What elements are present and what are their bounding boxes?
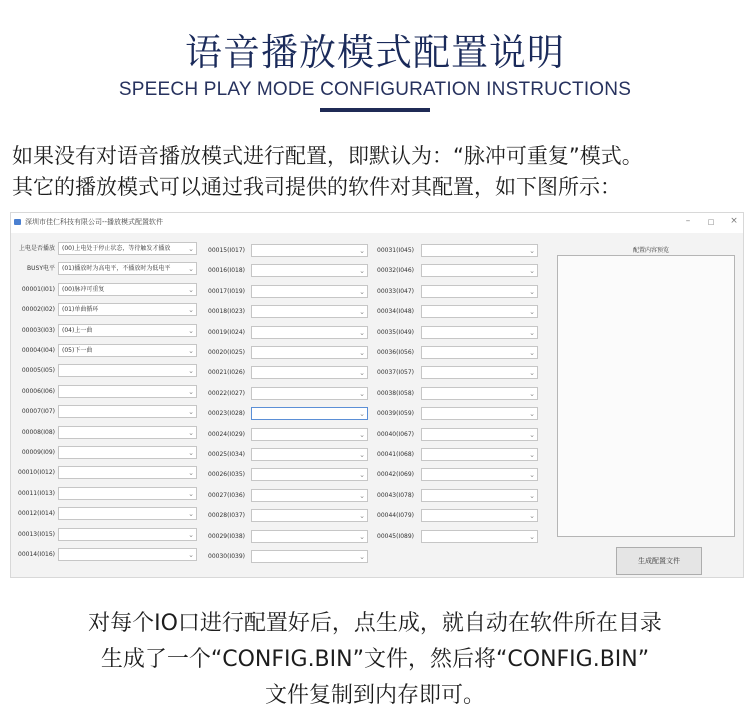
config-row-label: 00029(I038) [208,532,245,540]
chevron-down-icon: ⌄ [188,551,194,559]
config-row [11,509,551,523]
config-row-label: 00027(I036) [208,491,245,499]
chevron-down-icon: ⌄ [359,430,365,439]
maximize-icon[interactable]: □ [707,218,715,226]
config-row-label: 00044(I079) [377,512,414,520]
config-row [11,489,551,503]
mode-select-value: (00)脉冲可重复 [62,285,105,293]
chevron-down-icon: ⌄ [188,326,194,335]
config-row-label: 00011(I013) [18,489,55,497]
mode-select[interactable] [421,509,538,522]
config-row-label: 00002(I02) [21,306,55,314]
config-row-label: 00039(I059) [377,410,414,418]
config-row-label: 00008(I08) [21,428,55,436]
config-row-label: 00007(I07) [21,408,55,416]
chevron-down-icon: ⌄ [188,510,194,519]
chevron-down-icon: ⌄ [188,265,194,274]
chevron-down-icon: ⌄ [529,491,535,500]
config-row-label: 00010(I012) [18,469,55,477]
chevron-down-icon: ⌄ [188,530,194,539]
chevron-down-icon: ⌄ [359,532,365,541]
chevron-down-icon: ⌄ [359,410,365,419]
chevron-down-icon: ⌄ [529,267,535,276]
chevron-down-icon: ⌄ [359,471,365,480]
config-row-label: 00014(I016) [18,551,55,558]
config-row-label: 00017(I019) [208,287,245,295]
chevron-down-icon: ⌄ [188,469,194,478]
chevron-down-icon: ⌄ [529,471,535,480]
chevron-down-icon: ⌄ [529,308,535,317]
chevron-down-icon: ⌄ [529,287,535,296]
chevron-down-icon: ⌄ [359,491,365,500]
chevron-down-icon: ⌄ [188,387,194,396]
config-row-label: BUSY电平 [27,265,55,273]
chevron-down-icon: ⌄ [188,245,194,253]
chevron-down-icon: ⌄ [359,553,365,561]
close-icon[interactable]: × [730,216,738,226]
config-row-label: 00004(I04) [21,347,55,354]
mode-select[interactable] [421,407,538,420]
config-row [11,264,551,278]
app-icon [14,219,21,225]
chevron-down-icon: ⌄ [529,410,535,419]
config-row-label: 00006(I06) [21,387,55,395]
config-row-label: 00037(I057) [377,369,414,377]
mode-select-value: (04)上一曲 [62,326,93,334]
config-row-label: 00019(I024) [208,328,245,336]
config-row-label: 00020(I025) [208,349,245,356]
outro-line-2: 生成了一个“CONFIG.BIN”文件，然后将“CONFIG.BIN” [100,647,650,672]
config-row-label: 00035(I049) [377,328,414,336]
config-row-label: 00003(I03) [21,326,55,334]
outro-line-1: 对每个IO口进行配置好后，点生成，就自动在软件所在目录 [88,611,662,636]
chevron-down-icon: ⌄ [188,449,194,457]
config-row [11,448,551,462]
config-row-label: 00025(I034) [208,451,245,458]
config-row-label: 00013(I015) [18,530,55,538]
mode-select-value: (00)上电处于停止状态，等待触发才播放 [62,245,171,252]
config-row [11,530,551,544]
config-row-label: 00041(I068) [377,451,414,458]
config-row [11,366,551,380]
intro-line-1: 如果没有对语音播放模式进行配置，即默认为：“脉冲可重复”模式。 [12,144,643,168]
chevron-down-icon: ⌄ [529,349,535,357]
chevron-down-icon: ⌄ [359,451,365,459]
chevron-down-icon: ⌄ [359,349,365,357]
mode-select[interactable] [421,326,538,339]
config-row-label: 00016(I018) [208,267,245,275]
chevron-down-icon: ⌄ [359,389,365,398]
config-row-label: 上电是否播放 [18,245,55,252]
config-row-label: 00031(I045) [377,247,414,254]
config-row [11,468,551,482]
intro-line-2: 其它的播放模式可以通过我司提供的软件对其配置，如下图所示： [12,175,621,199]
chevron-down-icon: ⌄ [188,285,194,294]
config-row [11,285,551,299]
title-divider [320,108,430,112]
config-row-label: 00001(I01) [21,285,55,293]
chevron-down-icon: ⌄ [529,328,535,337]
chevron-down-icon: ⌄ [529,369,535,378]
config-row-label: 00043(I078) [377,491,414,499]
config-row-label: 00023(I028) [208,410,245,418]
config-row-label: 00021(I026) [208,369,245,377]
config-row-label: 00015(I017) [208,247,245,254]
config-row-label: 00038(I058) [377,389,414,397]
config-row-label: 00028(I037) [208,512,245,520]
mode-select-value: (05)下一曲 [62,347,93,354]
config-row-label: 00024(I029) [208,430,245,438]
config-row [11,550,551,564]
config-row [11,407,551,421]
config-software-window [10,212,744,578]
preview-textbox[interactable] [557,255,735,537]
mode-select[interactable] [421,387,538,400]
chevron-down-icon: ⌄ [529,512,535,521]
config-row-label: 00018(I023) [208,308,245,316]
chevron-down-icon: ⌄ [188,367,194,376]
chevron-down-icon: ⌄ [359,328,365,337]
outro-line-3: 文件复制到内存即可。 [264,683,485,708]
config-row-label: 00045(I089) [377,532,414,540]
page-subtitle: SPEECH PLAY MODE CONFIGURATION INSTRUCTIONS [118,79,632,100]
mode-select[interactable] [421,448,538,461]
config-row [11,326,551,340]
chevron-down-icon: ⌄ [529,451,535,459]
chevron-down-icon: ⌄ [359,247,365,255]
chevron-down-icon: ⌄ [529,247,535,255]
chevron-down-icon: ⌄ [529,389,535,398]
chevron-down-icon: ⌄ [188,408,194,417]
chevron-down-icon: ⌄ [359,267,365,276]
mode-select[interactable] [421,428,538,441]
config-row-label: 00030(I039) [208,553,245,560]
config-row-label: 00033(I047) [377,287,414,295]
mode-select-value: (01)单曲循环 [62,306,99,314]
chevron-down-icon: ⌄ [188,347,194,355]
window-title: 深圳市佳仁科技有限公司--播放模式配置软件 [25,218,164,226]
mode-select[interactable] [251,550,368,563]
mode-select[interactable] [421,305,538,318]
chevron-down-icon: ⌄ [529,532,535,541]
mode-select[interactable] [421,244,538,257]
preview-label: 配置内容预览 [633,247,670,254]
config-row [11,387,551,401]
config-row-label: 00042(I069) [377,471,414,479]
config-row [11,244,551,258]
config-row-label: 00009(I09) [21,449,55,456]
mode-select[interactable] [421,366,538,379]
mode-select[interactable] [421,468,538,481]
config-row-label: 00022(I027) [208,389,245,397]
chevron-down-icon: ⌄ [359,287,365,296]
mode-select[interactable] [421,489,538,502]
chevron-down-icon: ⌄ [359,308,365,317]
config-row-label: 00034(I048) [377,308,414,316]
mode-select[interactable] [421,264,538,277]
config-row-label: 00026(I035) [208,471,245,479]
chevron-down-icon: ⌄ [529,430,535,439]
config-row-label: 00012(I014) [18,510,55,518]
config-row-label: 00040(I067) [377,430,414,438]
mode-select-value: (01)播放时为高电平，不播放时为低电平 [62,265,171,273]
window-titlebar [11,213,743,233]
chevron-down-icon: ⌄ [359,369,365,378]
config-row-label: 00032(I046) [377,267,414,275]
chevron-down-icon: ⌄ [359,512,365,521]
config-row-label: 00036(I056) [377,349,414,356]
chevron-down-icon: ⌄ [188,428,194,437]
page-title: 语音播放模式配置说明 [185,31,565,74]
mode-select[interactable] [421,285,538,298]
config-row [11,346,551,360]
minimize-icon[interactable]: – [685,216,691,226]
generate-config-button[interactable]: 生成配置文件 [616,547,702,575]
config-row [11,305,551,319]
config-row-label: 00005(I05) [21,367,55,375]
mode-select[interactable] [421,346,538,359]
chevron-down-icon: ⌄ [188,489,194,498]
mode-select[interactable] [421,530,538,543]
config-row [11,428,551,442]
chevron-down-icon: ⌄ [188,306,194,315]
